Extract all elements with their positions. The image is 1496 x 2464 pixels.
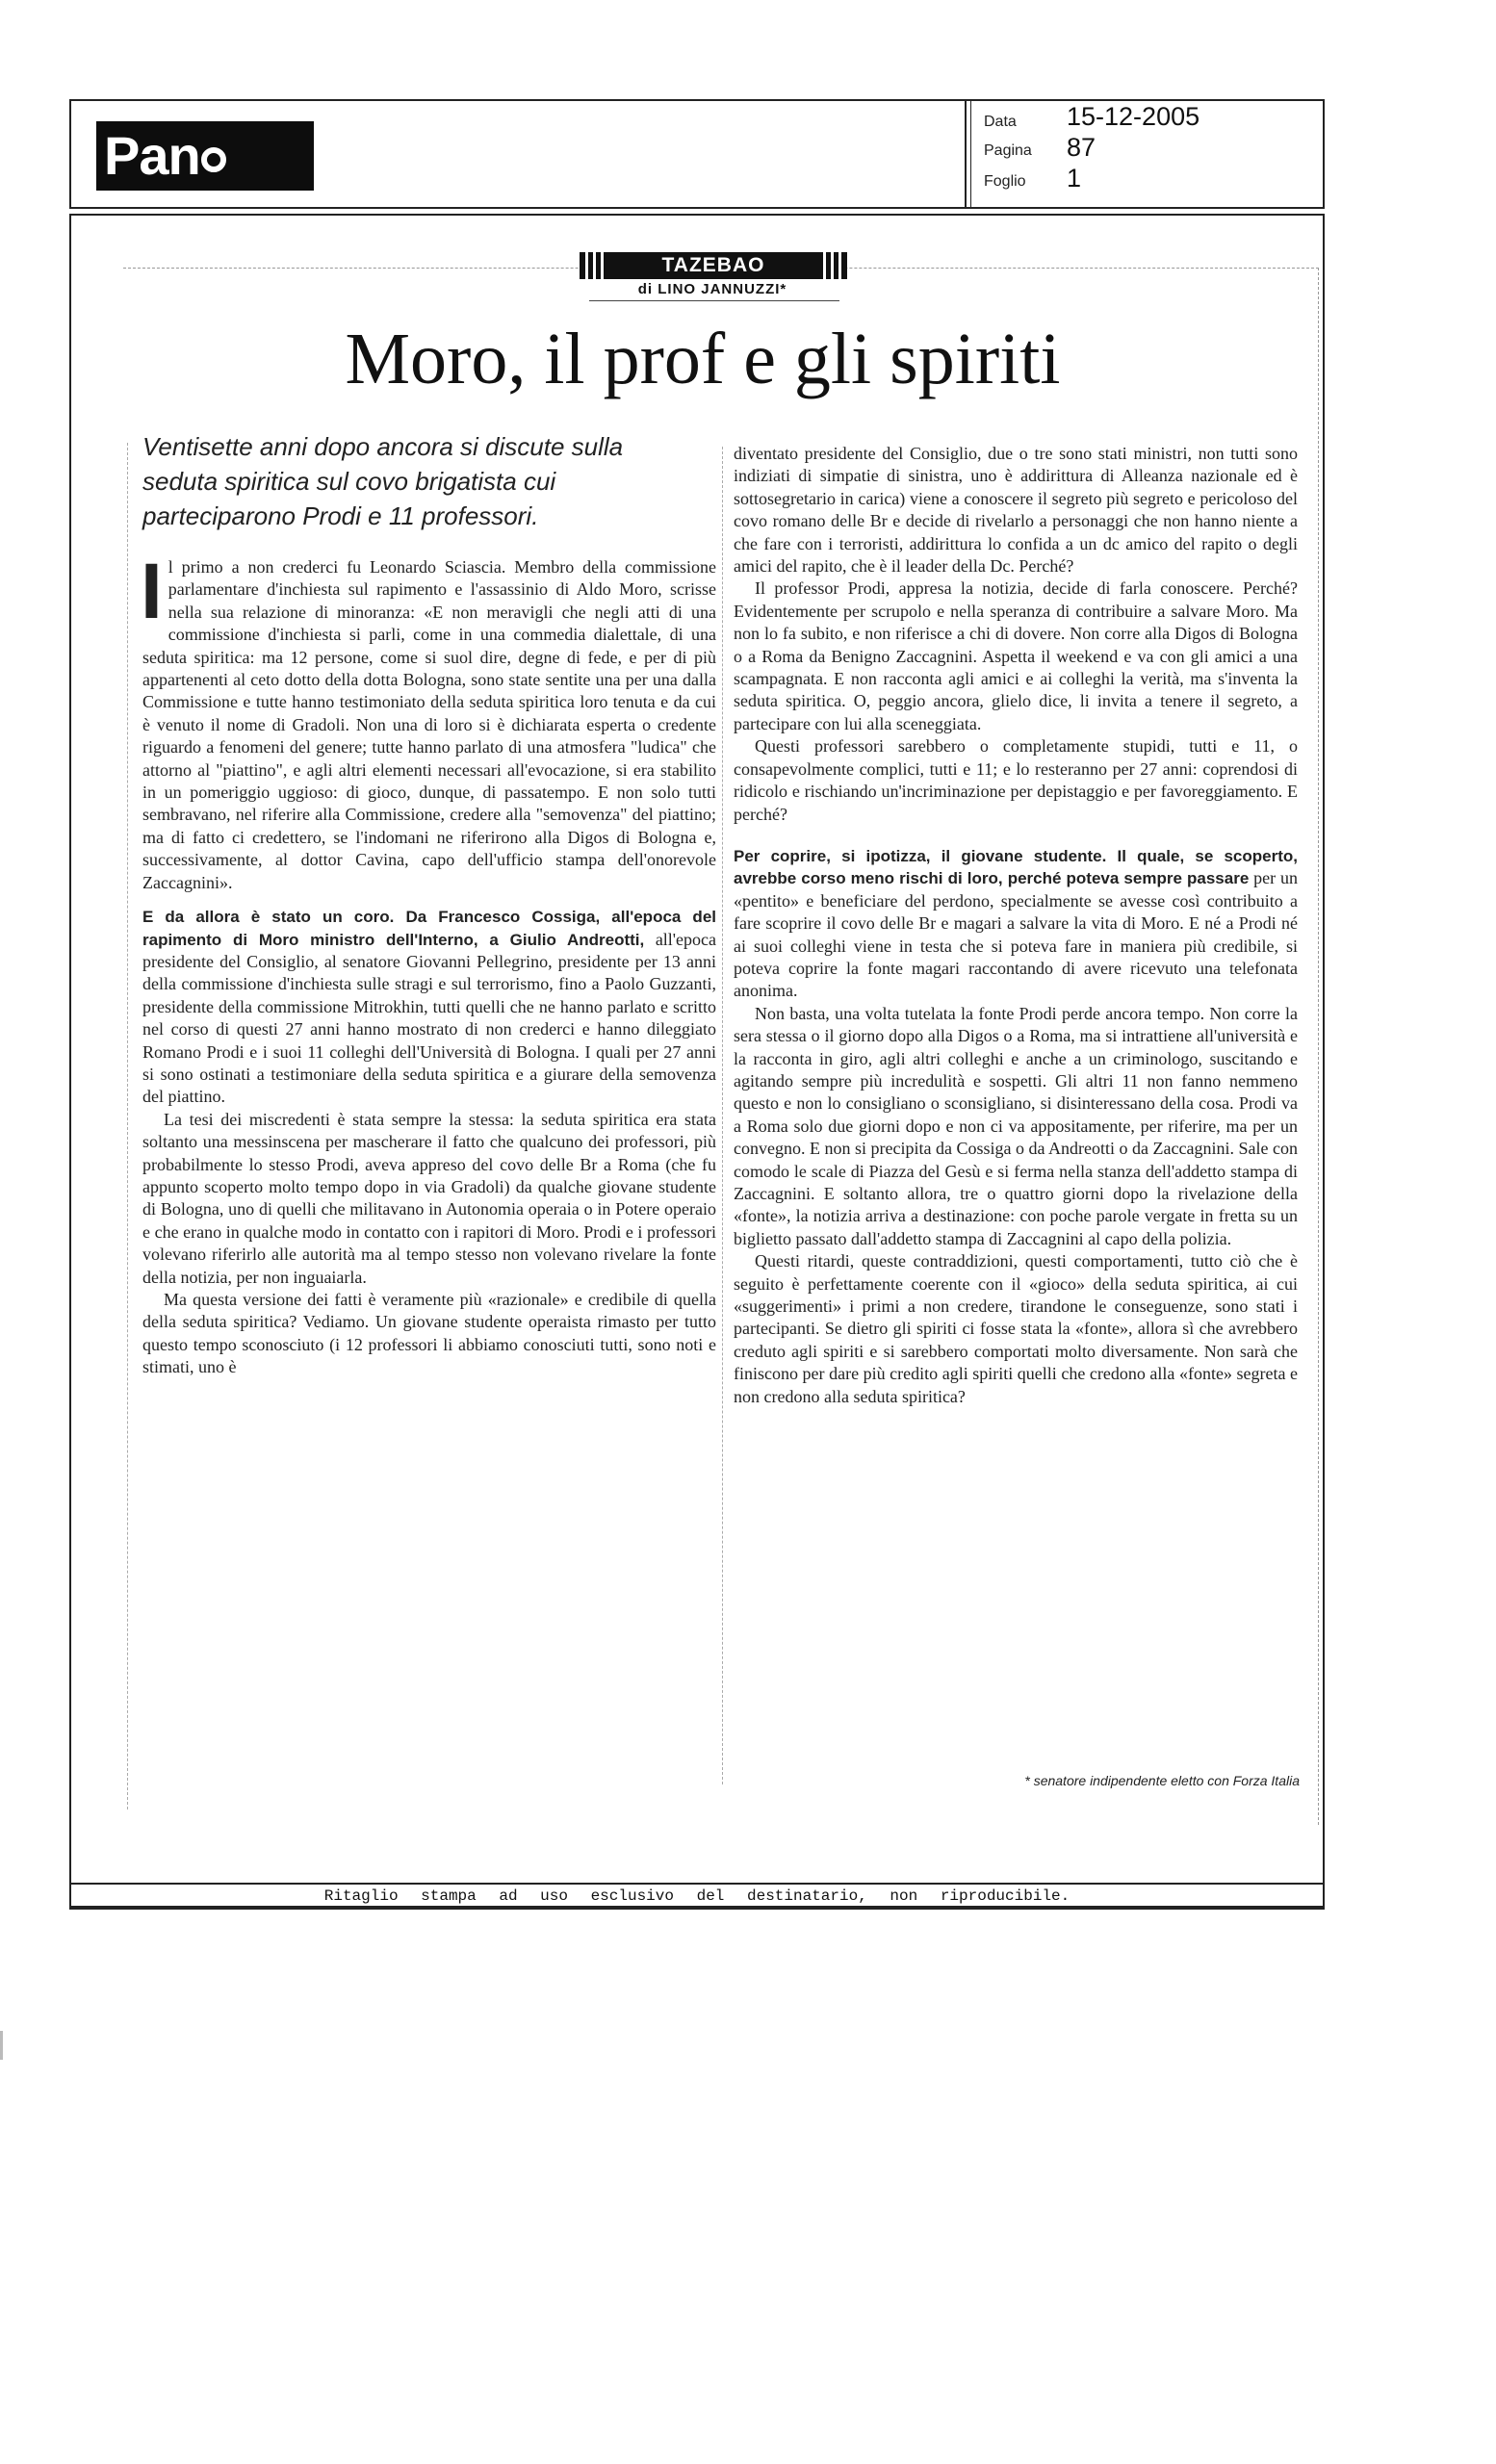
header-divider [965, 99, 967, 209]
byline: di LINO JANNUZZI* [637, 281, 787, 297]
foglio-value: 1 [1067, 164, 1082, 192]
headline: Moro, il prof e gli spiriti [345, 319, 1061, 399]
paragraph: diventato presidente del Consiglio, due o tre sono stati ministri, non tutti sono indiziati di simpatie di sinistra, uno è addirittura di Alleanza nazionale ed è sottosegretario in carica) viene a conoscere il segreto più segreto e pericoloso del covo romano delle Br e decide di rivelarlo a personaggi che non hanno niente a che fare con i terroristi, addirittura lo confida a un dc amico del rapito o degli amici del rapito, che è il leader della Dc. Perché? [734, 444, 1298, 577]
data-label: Data [984, 114, 1017, 130]
footnote: * senatore indipendente eletto con Forza Italia [1024, 1773, 1300, 1788]
paragraph: Il professor Prodi, appresa la notizia, decide di farla conoscere. Perché? Evidentemente per scrupolo e nella speranza di contribuire a salvare Moro. Ma non lo fa subito, e non riferisce a chi di dovere. Non corre alla Digos di Bologna o a Roma da Benigno Zaccagnini. Aspetta il weekend e va con gli amici a una scampagnata. E non racconta agli amici e ai colleghi la verità, ma s'inventa la seduta spiritica. O, peggio ancora, glielo dice, li invita a tenere il segreto, a partecipare con lui alla sceneggiata. [734, 578, 1298, 733]
paragraph: Per coprire, si ipotizza, il giovane studente. Il quale, se scoperto, avrebbe corso meno rischi di loro, perché poteva sempre passare per un «pentito» e beneficiare del perdono, specialmente se avesse così contribuito a fare scoprire il covo delle Br e magari a salvare la vita di Moro. E né a Prodi né ai suoi colleghi viene in testa che si poteva fare in maniera più credibile, si poteva coprire la fonte magari raccontando di avere ricevuto una telefonata anonima. [734, 846, 1299, 1001]
drop-cap: I [141, 548, 163, 635]
footer-rule-bottom [69, 1908, 1325, 1910]
paragraph: La tesi dei miscredenti è stata sempre la stessa: la seduta spiritica era stata soltanto una messinscena per mascherare il fatto che qualcuno dei professori, più probabilmente lo stesso Prodi, aveva appreso del covo delle Br a Roma (che fu appunto scoperto molto tempo dopo in via Gradoli) da qualche giovane studente di Bologna, uno di quelli che militavano in Autonomia operaia o in Potere operaio e che erano in qualche modo in contatto con i rapitori di Moro. Prodi e i professori volevano riferirlo alle autorità ma al tempo stesso non volevano rivelare la fonte della notizia, per non inguaiarla. [142, 1109, 716, 1287]
rubric-title: TAZEBAO [661, 254, 765, 276]
scan-edge-mark [0, 2031, 3, 2060]
right-column [734, 443, 1298, 1408]
header-divider-inner [970, 99, 971, 209]
footer-notice: Ritaglio stampa ad uso esclusivo del destinatario, non riproducibile. [323, 1887, 1070, 1905]
paragraph: Questi professori sarebbero o completamente stupidi, tutti e 11, o consapevolmente complici, tutti e 11; e lo resteranno per 27 anni: coprendosi di ridicolo e rischiando un'incriminazione per depistaggio e per favoreggiamento. E perché? [734, 736, 1298, 824]
left-margin-rule [127, 443, 128, 1810]
data-value: 15-12-2005 [1067, 102, 1200, 131]
pagina-value: 87 [1067, 133, 1096, 162]
subhead: Ventisette anni dopo ancora si discute sulla seduta spiritica sul covo brigatista cui parteciparono Prodi e 11 professori. [142, 432, 624, 530]
paragraph: Questi ritardi, queste contraddizioni, questi comportamenti, tutto ciò che è seguito è perfettamente coerente con il «gioco» della seduta spiritica, ai cui «suggerimenti» i primi a non credere, tirandone le conseguenze, sono stati i partecipanti. Se dietro gli spiriti ci fosse stata la «fonte», allora sì che avrebbero creduto agli spiriti e si sarebbero comportati molto diversamente. Non sarà che finiscono per dare più credito agli spiriti quelli che credono alla «fonte» segreta e non credono alla seduta spiritica? [734, 1251, 1298, 1406]
foglio-label: Foglio [984, 173, 1026, 190]
left-column [141, 548, 717, 1379]
paragraph: Il primo a non crederci fu Leonardo Sciascia. Membro della commissione parlamentare d'inchiesta sul rapimento e l'assassinio di Aldo Moro, scrisse nella sua relazione di minoranza: «E non meravigli che negli atti di una commissione d'inchiesta si parli, come in una commedia dialettale, di una seduta spiritica: ma 12 persone, come si suol dire, degne di fede, e per di più appartenenti al ceto dotto della dotta Bologna, sono state sentite una per una dalla Commissione e tutte hanno testimoniato della seduta spiritica loro tenuta e da cui è venuto il nome di Gradoli. Non una di loro si è dichiarata esperta o credente riguardo a fenomeni del genere; tutte hanno parlato di una atmosfera "ludica" che attorno al "piattino", e agli altri elementi necessari all'evocazione, si era stabilito in un pomeriggio uggioso: di gioco, dunque, di passatempo. E non solo tutti sembravano, nel riferire alla Commissione, credere alla "semovenza" del piattino; ma di fatto ci credettero, se l'indomani ne riferirono alla Digos di Bologna e, successivamente, al dottor Cavina, capo dell'ufficio stampa dell'onorevole Zaccagnini». [141, 548, 716, 892]
paragraph-lead: Per coprire, si ipotizza, il giovane studente. Il quale, se scoperto, avrebbe corso meno rischi di loro, perché poteva sempre passare [734, 846, 1298, 888]
byline-rule [589, 300, 839, 301]
paragraph: E da allora è stato un coro. Da Francesco Cossiga, all'epoca del rapimento di Moro ministro dell'Interno, a Giulio Andreotti, all'epoca presidente del Consiglio, al senatore Giovanni Pellegrino, presidente per 13 anni della commissione d'inchiesta sulle stragi e sul terrorismo, fino a Paolo Guzzanti, presidente della commissione Mitrokhin, tutti quelli che ne hanno parlato e scritto nel corso di questi 27 anni hanno mostrato di non crederci e hanno dileggiato Romano Prodi e i suoi 11 colleghi dell'Università di Bologna. I quali per 27 anni si sono ostinati a testimoniare della seduta spiritica e a giurare della semovenza del piattino. [142, 908, 717, 1107]
pagina-label: Pagina [984, 142, 1032, 159]
column-divider [722, 447, 723, 1784]
panorama-logo: Panrama [96, 121, 314, 191]
paragraph: Ma questa versione dei fatti è veramente più «razionale» e credibile di quella della seduta spiritica? Vediamo. Un giovane studente operaista rimasto per tutto questo tempo sconosciuto (i 12 professori li abbiamo conosciuti tutti, sono noti e stimati, uno è [142, 1290, 716, 1377]
paragraph: Non basta, una volta tutelata la fonte Prodi perde ancora tempo. Non corre la sera stessa o il giorno dopo alla Digos o a Roma, ma si intrattiene all'università e la racconta in giro, agli altri colleghi e anche a un criminologo, suscitando e agitando sempre più incredulità e sospetti. Gli altri 11 non fanno nemmeno questo e non lo consigliano o sconsigliano, si disinteressano della cosa. Prodi va a Roma solo due giorni dopo e non ci va appositamente, per riferire, ma per un convegno. E non si precipita da Cossiga o da Andreotti o da Zaccagnini. Sale con comodo le scale di Piazza del Gesù e si ferma nella stanza dell'addetto stampa di Zaccagnini. E soltanto allora, tre o quattro giorni dopo la rivelazione della «fonte», la notizia arriva a destinazione: con poche parole vergate in fretta su un biglietto passato dall'addetto stampa di Zaccagnini al capo della polizia. [734, 1003, 1298, 1248]
paragraph-lead: E da allora è stato un coro. Da Francesco Cossiga, all'epoca del rapimento di Moro ministro dell'Interno, a Giulio Andreotti, [142, 908, 716, 949]
